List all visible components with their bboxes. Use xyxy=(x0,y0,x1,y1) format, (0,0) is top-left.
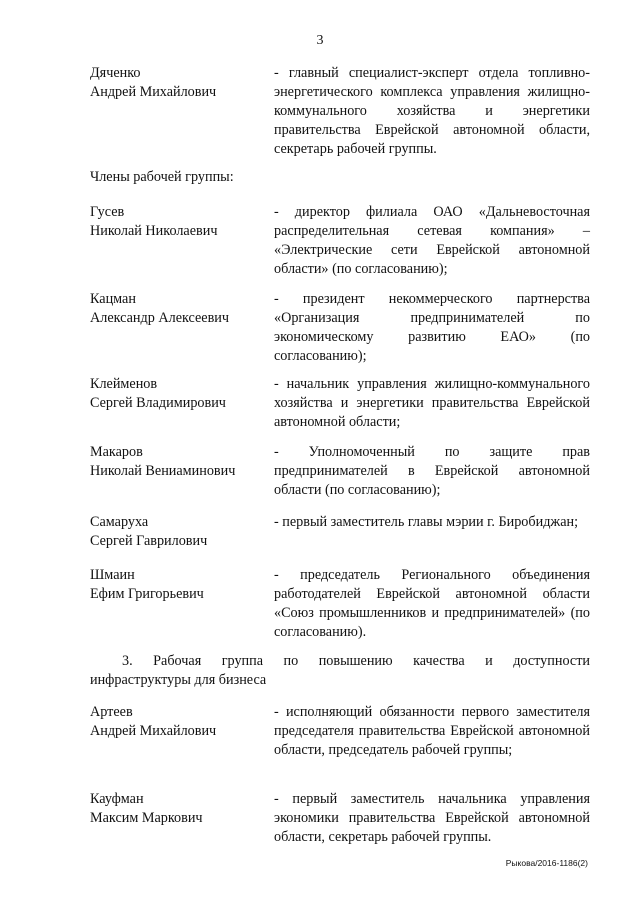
member-surname: Клейменов xyxy=(90,376,158,392)
member-surname: Гусев xyxy=(90,204,125,220)
member-given-name: Андрей Михайлович xyxy=(90,723,217,739)
member-name xyxy=(90,703,270,741)
member-name xyxy=(90,64,270,102)
document-code: Рыкова/2016-1186(2) xyxy=(505,858,588,868)
group-heading-line2: инфраструктуры для бизнеса xyxy=(90,672,267,688)
member-name xyxy=(90,203,270,241)
member-role: - первый заместитель главы мэрии г. Биробиджан; xyxy=(274,514,579,530)
member-name xyxy=(90,790,270,828)
group-heading xyxy=(90,652,590,690)
member-role: - Уполномоченный по защите прав предпринимателей в Еврейской автономной области (по согласованию); xyxy=(274,444,590,498)
member-role: - директор филиала ОАО «Дальневосточная распределительная сетевая компания» – «Электрические сети Еврейской автономной области» (по согласованию); xyxy=(274,204,590,277)
member-role: - главный специалист-эксперт отдела топливно-энергетического комплекса управления жилищно-коммунального хозяйства и энергетики правительства Еврейской автономной области, секретарь рабочей группы. xyxy=(274,65,590,157)
member-surname: Шмаин xyxy=(90,567,135,583)
member-surname: Дяченко xyxy=(90,65,141,81)
member-surname: Артеев xyxy=(90,704,133,720)
member-given-name: Максим Маркович xyxy=(90,810,203,826)
member-role: - первый заместитель начальника управления экономики правительства Еврейской автономной области, секретарь рабочей группы. xyxy=(274,791,590,845)
member-role: - начальник управления жилищно-коммунального хозяйства и энергетики правительства Еврейской автономной области; xyxy=(274,376,590,430)
member-given-name: Сергей Владимирович xyxy=(90,395,226,411)
members-label: Члены рабочей группы: xyxy=(90,169,234,185)
member-surname: Кауфман xyxy=(90,791,144,807)
member-name xyxy=(90,566,270,604)
member-given-name: Ефим Григорьевич xyxy=(90,586,204,602)
member-surname: Самаруха xyxy=(90,514,149,530)
member-given-name: Николай Вениаминович xyxy=(90,463,236,479)
group-heading-line1: 3. Рабочая группа по повышению качества и доступности xyxy=(122,653,590,669)
member-role: - президент некоммерческого партнерства «Организация предпринимателей по экономическому развитию ЕАО» (по согласованию); xyxy=(274,291,590,364)
member-given-name: Николай Николаевич xyxy=(90,223,218,239)
member-name xyxy=(90,375,270,413)
member-name xyxy=(90,443,270,481)
member-given-name: Андрей Михайлович xyxy=(90,84,217,100)
page-number: 3 xyxy=(316,33,324,48)
member-given-name: Сергей Гаврилович xyxy=(90,533,208,549)
member-surname: Кацман xyxy=(90,291,136,307)
member-name xyxy=(90,290,270,328)
member-role: - председатель Регионального объединения работодателей Еврейской автономной области «Союз промышленников и предпринимателей» (по согласованию). xyxy=(274,567,590,640)
member-name xyxy=(90,513,270,551)
member-surname: Макаров xyxy=(90,444,143,460)
member-role: - исполняющий обязанности первого заместителя председателя правительства Еврейской автономной области, председатель рабочей группы; xyxy=(274,704,590,758)
member-given-name: Александр Алексеевич xyxy=(90,310,230,326)
